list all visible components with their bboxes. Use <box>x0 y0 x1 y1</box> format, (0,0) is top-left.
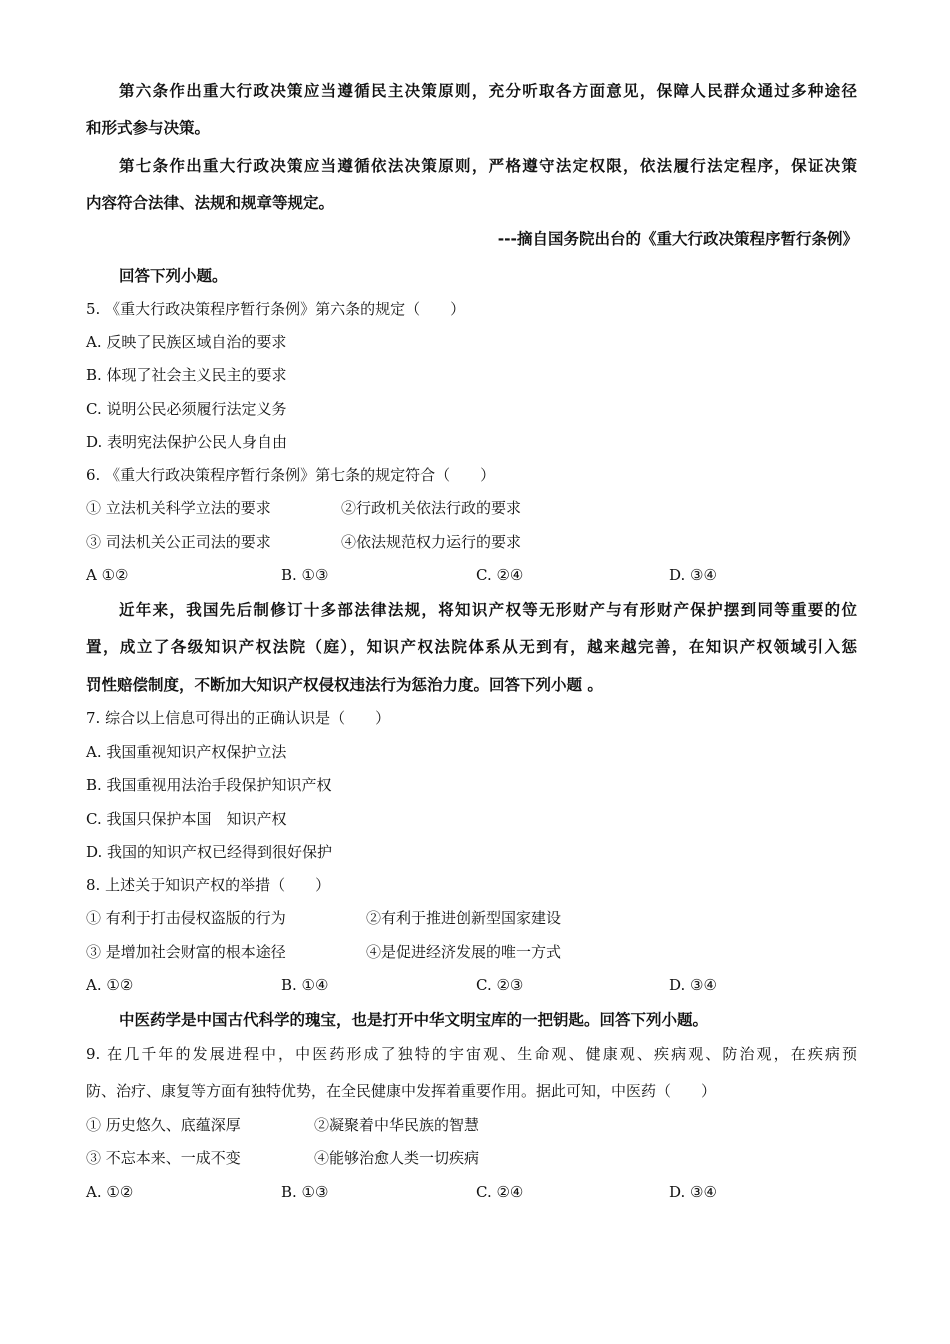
q8-choice-c: C. ②③ <box>476 976 524 994</box>
q9-choice-d: D. ③④ <box>669 1183 717 1201</box>
q5-stem: 5. 《重大行政决策程序暂行条例》第六条的规定（ ） <box>86 300 466 318</box>
q5-option-b: B. 体现了社会主义民主的要求 <box>86 366 287 384</box>
article-seven-line-2: 内容符合法律、法规和规章等规定。 <box>86 194 335 212</box>
q6-statement-2: ②行政机关依法行政的要求 <box>341 499 522 517</box>
q7-option-a: A. 我国重视知识产权保护立法 <box>86 743 287 761</box>
tcm-passage: 中医药学是中国古代科学的瑰宝，也是打开中华文明宝库的一把钥匙。回答下列小题。 <box>119 1011 709 1029</box>
article-six-line-2: 和形式参与决策。 <box>86 119 211 137</box>
q8-statement-4: ④是促进经济发展的唯一方式 <box>366 943 562 961</box>
q6-choice-d: D. ③④ <box>669 566 717 584</box>
ip-passage-line-3: 罚性赔偿制度，不断加大知识产权侵权违法行为惩治力度。回答下列小题 。 <box>86 676 603 694</box>
q6-statement-3: ③ 司法机关公正司法的要求 <box>86 533 271 551</box>
article-six-line-1: 第六条作出重大行政决策应当遵循民主决策原则，充分听取各方面意见，保障人民群众通过多种途径 <box>119 82 857 100</box>
q9-choice-a: A. ①② <box>86 1183 134 1201</box>
q6-statement-4: ④依法规范权力运行的要求 <box>341 533 522 551</box>
q9-choice-c: C. ②④ <box>476 1183 524 1201</box>
ip-passage-line-2: 置，成立了各级知识产权法院（庭），知识产权法院体系从无到有，越来越完善，在知识产权领域引入惩 <box>86 638 857 656</box>
article-seven-line-1: 第七条作出重大行政决策应当遵循依法决策原则，严格遵守法定权限，依法履行法定程序，保证决策 <box>119 157 857 175</box>
q6-stem: 6. 《重大行政决策程序暂行条例》第七条的规定符合（ ） <box>86 466 496 484</box>
q6-choice-a: A ①② <box>86 566 129 584</box>
q5-option-c: C. 说明公民必须履行法定义务 <box>86 400 287 418</box>
q8-statement-3: ③ 是增加社会财富的根本途径 <box>86 943 286 961</box>
ip-passage-line-1: 近年来，我国先后制修订十多部法律法规，将知识产权等无形财产与有形财产保护摆到同等重要的位 <box>119 601 857 619</box>
passage1-prompt: 回答下列小题。 <box>119 267 228 285</box>
q8-choice-b: B. ①④ <box>281 976 329 994</box>
q8-choice-d: D. ③④ <box>669 976 717 994</box>
q6-choice-b: B. ①③ <box>281 566 329 584</box>
q7-stem: 7. 综合以上信息可得出的正确认识是（ ） <box>86 709 391 727</box>
q7-option-b: B. 我国重视用法治手段保护知识产权 <box>86 776 332 794</box>
q8-statement-2: ②有利于推进创新型国家建设 <box>366 909 562 927</box>
q9-statement-1: ① 历史悠久、底蕴深厚 <box>86 1116 241 1134</box>
q8-stem: 8. 上述关于知识产权的举措（ ） <box>86 876 331 894</box>
q5-option-a: A. 反映了民族区域自治的要求 <box>86 333 287 351</box>
q6-statement-1: ① 立法机关科学立法的要求 <box>86 499 271 517</box>
q8-choice-a: A. ①② <box>86 976 134 994</box>
q5-option-d: D. 表明宪法保护公民人身自由 <box>86 433 288 451</box>
q9-statement-2: ②凝聚着中华民族的智慧 <box>314 1116 480 1134</box>
q9-statement-4: ④能够治愈人类一切疾病 <box>314 1149 480 1167</box>
q9-choice-b: B. ①③ <box>281 1183 329 1201</box>
q8-statement-1: ① 有利于打击侵权盗版的行为 <box>86 909 286 927</box>
source-citation: ---摘自国务院出台的《重大行政决策程序暂行条例》 <box>497 230 858 248</box>
q9-statement-3: ③ 不忘本来、一成不变 <box>86 1149 241 1167</box>
q6-choice-c: C. ②④ <box>476 566 524 584</box>
q7-option-d: D. 我国的知识产权已经得到很好保护 <box>86 843 333 861</box>
q7-option-c: C. 我国只保护本国 知识产权 <box>86 810 287 828</box>
q9-stem-line-1: 9. 在几千年的发展进程中，中医药形成了独特的宇宙观、生命观、健康观、疾病观、防治观，在疾病预 <box>86 1045 857 1063</box>
q9-stem-line-2: 防、治疗、康复等方面有独特优势，在全民健康中发挥着重要作用。据此可知，中医药（ ） <box>86 1082 717 1100</box>
